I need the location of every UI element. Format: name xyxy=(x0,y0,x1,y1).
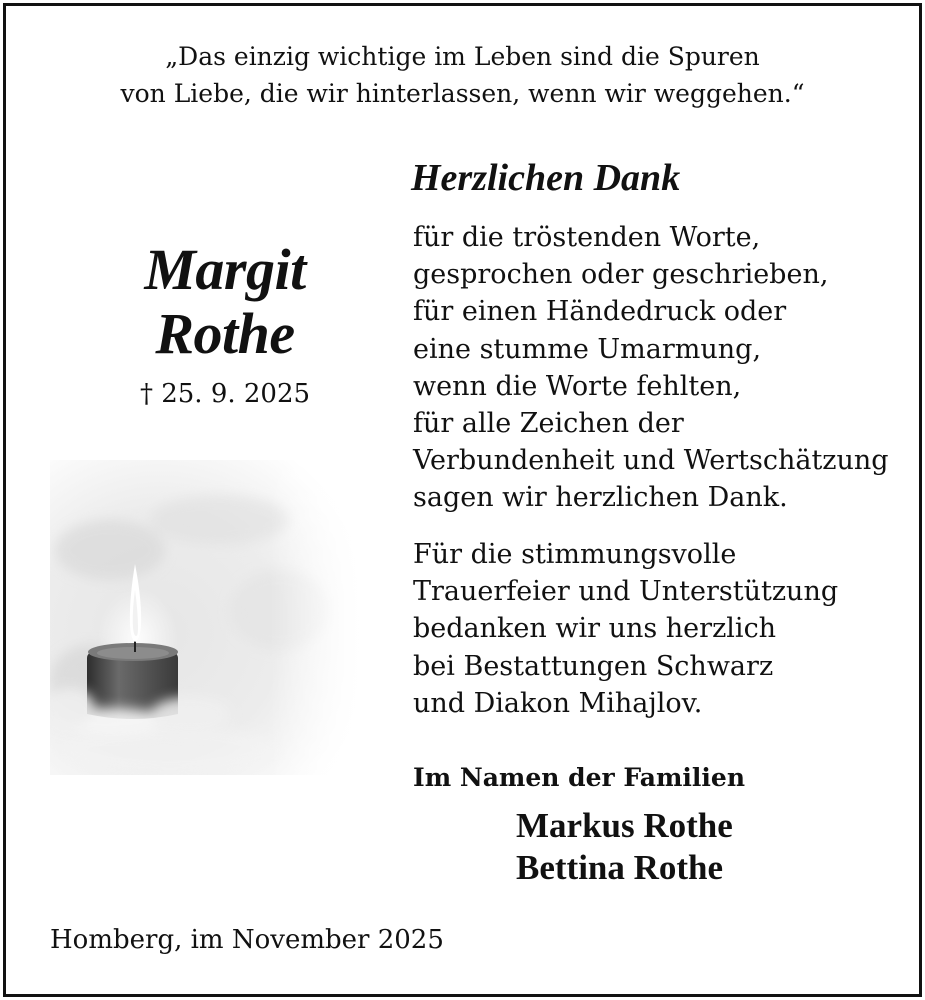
funeral-thanks-paragraph xyxy=(413,536,838,722)
thanks-paragraph xyxy=(413,219,889,517)
candle-icon xyxy=(50,460,364,775)
deceased-block xyxy=(105,238,345,412)
text-line: sagen wir herzlichen Dank. xyxy=(413,482,788,514)
text-line: Verbundenheit und Wertschätzung xyxy=(413,445,889,477)
signer-name: Bettina Rothe xyxy=(516,848,724,887)
text-line: Trauerfeier und Unterstützung xyxy=(413,576,839,608)
text-line: und Diakon Mihajlov. xyxy=(413,687,703,719)
death-date: † 25. 9. 2025 xyxy=(139,379,311,409)
text-line: Für die stimmungsvolle xyxy=(413,539,737,570)
text-line: wenn die Worte fehlten, xyxy=(413,370,742,402)
family-intro: Im Namen der Familien xyxy=(413,763,746,792)
quote-line: von Liebe, die wir hinterlassen, wenn wir weggehen.“ xyxy=(120,79,805,108)
candle-photo xyxy=(50,460,364,775)
signers xyxy=(516,805,733,889)
text-line: gesprochen oder geschrieben, xyxy=(413,259,829,291)
memorial-quote xyxy=(0,38,925,112)
deceased-last-name: Rothe xyxy=(155,301,295,366)
text-line: eine stumme Umarmung, xyxy=(413,333,762,365)
text-line: für die tröstenden Worte, xyxy=(413,222,761,253)
signer-name: Markus Rothe xyxy=(516,806,733,845)
place-date: Homberg, im November 2025 xyxy=(50,925,444,955)
text-line: für einen Händedruck oder xyxy=(413,296,787,328)
thanks-heading: Herzlichen Dank xyxy=(411,157,681,199)
text-line: bei Bestattungen Schwarz xyxy=(413,650,774,682)
text-line: für alle Zeichen der xyxy=(413,408,684,440)
text-line: bedanken wir uns herzlich xyxy=(413,613,777,645)
quote-line: „Das einzig wichtige im Leben sind die Spuren xyxy=(165,42,760,71)
deceased-first-name: Margit xyxy=(144,237,306,302)
